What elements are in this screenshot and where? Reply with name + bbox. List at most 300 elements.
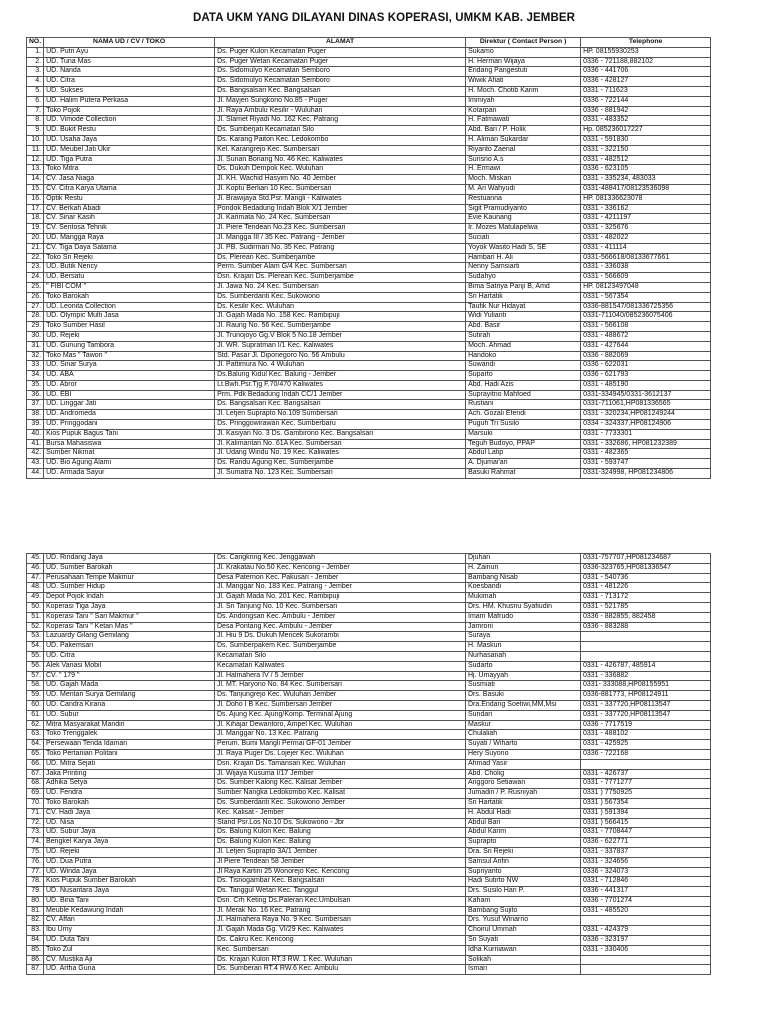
cell-address: Jl. Kalimantan No. 61A Kec. Sumbersari <box>215 439 466 449</box>
cell-director: Anggoro Setiawan <box>466 779 581 789</box>
cell-director: Mukimah <box>466 593 581 603</box>
cell-no: 34. <box>27 371 44 381</box>
cell-telephone: 0331 - 591830 <box>581 135 711 145</box>
cell-director: Suprapto <box>466 838 581 848</box>
cell-address: Ds. Randu Agung Kec. Sumberjambe <box>215 459 466 469</box>
cell-address: Jl. Sri Tanjung No. 10 Kec. Sumbersari <box>215 602 466 612</box>
table-row <box>27 661 711 671</box>
cell-telephone <box>581 642 711 652</box>
cell-address: Jl. Mayjen Sungkono No.85 - Puger <box>215 96 466 106</box>
cell-telephone: HP. 081336623078 <box>581 194 711 204</box>
table-row <box>27 361 711 371</box>
cell-no: 1. <box>27 47 44 57</box>
cell-name: UD. Leonita Collection <box>44 302 215 312</box>
cell-telephone: 0331 - 488672 <box>581 331 711 341</box>
cell-name: UD. Pringgodani <box>44 420 215 430</box>
cell-director: Drs. Susilo Hari P. <box>466 887 581 897</box>
cell-no: 12. <box>27 155 44 165</box>
cell-no: 37. <box>27 400 44 410</box>
cell-address: Jl. Sumatra No. 123 Kec. Sumbersari <box>215 469 466 479</box>
cell-name: UD. Bersatu <box>44 273 215 283</box>
cell-director: Hadi Sutirto NW <box>466 877 581 887</box>
cell-telephone <box>581 651 711 661</box>
cell-telephone: HP. 08123497048 <box>581 282 711 292</box>
cell-telephone <box>581 916 711 926</box>
cell-telephone: 0331 - 482512 <box>581 155 711 165</box>
cell-name: Toko Zul <box>44 945 215 955</box>
column-header-name: NAMA UD / CV / TOKO <box>44 38 215 48</box>
cell-no: 22. <box>27 253 44 263</box>
cell-address: Ds. Pringgowirawan Kec. Sumberbaru <box>215 420 466 430</box>
table-row <box>27 184 711 194</box>
cell-name: UD. Andromeda <box>44 410 215 420</box>
cell-address: Jl. Letjen Suprapto 3A/1 Jember <box>215 847 466 857</box>
cell-address: Jl. Udang Windu No. 19 Kec. Kaliwates <box>215 449 466 459</box>
cell-director: Marsuki <box>466 429 581 439</box>
column-header-telephone: Telephone <box>581 38 711 48</box>
cell-address: Dsn. Krajan Ds. Tamansari Kec. Wuluhan <box>215 759 466 769</box>
cell-telephone: 0331-757707,HP081234687 <box>581 554 711 564</box>
cell-name: Optik Restu <box>44 194 215 204</box>
table-row <box>27 945 711 955</box>
cell-telephone: 0336 - 428127 <box>581 77 711 87</box>
cell-name: UD. Artha Guna <box>44 965 215 975</box>
cell-director: Dra. Sri Rejeki <box>466 847 581 857</box>
cell-no: 43. <box>27 459 44 469</box>
cell-name: Toko Pertanian Politani <box>44 749 215 759</box>
column-header-no: NO. <box>27 38 44 48</box>
cell-telephone: 0331-324998, HP081234806 <box>581 469 711 479</box>
cell-address: Ds. Sumber Kalong Kec. Kalisat Jember <box>215 779 466 789</box>
cell-director: Widi Yulianti <box>466 312 581 322</box>
table-row <box>27 720 711 730</box>
cell-no: 52. <box>27 622 44 632</box>
cell-address: Jl. Koptu Berlian 10 Kec. Sumbersari <box>215 184 466 194</box>
cell-no: 30. <box>27 331 44 341</box>
cell-director: Riyanto Zaenal <box>466 145 581 155</box>
cell-address: Ds. Ajung Kec. Ajung/Komp. Terminal Ajung <box>215 710 466 720</box>
cell-director: Choirul Ummah <box>466 926 581 936</box>
cell-telephone: 0331 - 411114 <box>581 243 711 253</box>
cell-name: UD. Usaha Jaya <box>44 135 215 145</box>
cell-no: 75. <box>27 847 44 857</box>
cell-no: 53. <box>27 632 44 642</box>
cell-no: 77. <box>27 867 44 877</box>
cell-address: Pondok Bedadung Indah Blok X/1 Jember <box>215 204 466 214</box>
cell-director: Suyati / Wiharto <box>466 740 581 750</box>
cell-address: Ds. Puger Kulon Kecamatan Puger <box>215 47 466 57</box>
cell-director: Sundari <box>466 710 581 720</box>
cell-director: Evie Kaunang <box>466 214 581 224</box>
cell-name: UD. Butik Nency <box>44 263 215 273</box>
table-row <box>27 602 711 612</box>
cell-name: UD. Nisa <box>44 818 215 828</box>
cell-telephone: 0331 - 7733301 <box>581 429 711 439</box>
table-row <box>27 312 711 322</box>
cell-no: 15. <box>27 184 44 194</box>
cell-no: 59. <box>27 691 44 701</box>
table-row <box>27 410 711 420</box>
cell-director: Djuhari <box>466 554 581 564</box>
table-row <box>27 554 711 564</box>
cell-name: UD. Olympic Multi Jasa <box>44 312 215 322</box>
cell-address: Jl. Slamet Riyadi No. 162 Kec. Patrang <box>215 116 466 126</box>
table-row <box>27 282 711 292</box>
cell-name: Koperasi Tani " Sari Makmur " <box>44 612 215 622</box>
column-header-director: Direktur ( Contact Person ) <box>466 38 581 48</box>
cell-name: Toko Sumber Hasil <box>44 322 215 332</box>
cell-telephone <box>581 955 711 965</box>
cell-address: Jl. Kasiyan No. 3 Ds. Gambirono Kec. Bangsalsari <box>215 429 466 439</box>
cell-address: Ds. Kesilir Kec. Wuluhan <box>215 302 466 312</box>
cell-director: Samsul Arifin <box>466 857 581 867</box>
cell-address: Prm. Pdk Bedadung Indah CC/1 Jember <box>215 390 466 400</box>
cell-no: 11. <box>27 145 44 155</box>
cell-no: 63. <box>27 730 44 740</box>
cell-telephone: 0336 - 441317 <box>581 887 711 897</box>
cell-director: Basuki Rahmat <box>466 469 581 479</box>
cell-director: H. Maskuri <box>466 642 581 652</box>
cell-name: UD. Subur Jaya <box>44 828 215 838</box>
cell-name: CV. Citra Karya Utama <box>44 184 215 194</box>
table-row <box>27 818 711 828</box>
cell-telephone: 0331 - 425925 <box>581 740 711 750</box>
cell-telephone: 0331 - 4211197 <box>581 214 711 224</box>
cell-name: UD. Tuna Mas <box>44 57 215 67</box>
cell-director: Suprayitno Mahfoed <box>466 390 581 400</box>
cell-telephone: 0331 ) 566415 <box>581 818 711 828</box>
cell-telephone: 0331 - 336038 <box>581 263 711 273</box>
cell-name: UD. Tiga Putra <box>44 155 215 165</box>
table-row <box>27 292 711 302</box>
cell-telephone: 0336 - 7701274 <box>581 896 711 906</box>
cell-no: 71. <box>27 808 44 818</box>
cell-telephone: 0331 - 540736 <box>581 573 711 583</box>
cell-director: Sutirah <box>466 331 581 341</box>
cell-telephone: 0336-881547/081336725356 <box>581 302 711 312</box>
cell-telephone: 0331 - 481226 <box>581 583 711 593</box>
table-row <box>27 808 711 818</box>
cell-telephone: 0331 - 426787, 485914 <box>581 661 711 671</box>
cell-telephone: 0331 - 337720,HP08113547 <box>581 700 711 710</box>
cell-address: Jl. Trunojoyo Gg.V Blok 5 No.18 Jember <box>215 331 466 341</box>
cell-address: Jl. Krakatau No.50 Kec. Kencong - Jember <box>215 563 466 573</box>
cell-director: Sri Hartatik <box>466 798 581 808</box>
cell-address: Ds. Plerean Kec. Sumberjambe <box>215 253 466 263</box>
cell-telephone: 0331 - 337720,HP08113547 <box>581 710 711 720</box>
cell-name: UD. Dua Putra <box>44 857 215 867</box>
cell-director: Suparto <box>466 371 581 381</box>
cell-director: Handoko <box>466 351 581 361</box>
cell-telephone: 0331 - 566609 <box>581 273 711 283</box>
cell-name: CV. Tiga Daya Satama <box>44 243 215 253</box>
cell-director: H. Aliman Sukardar <box>466 135 581 145</box>
cell-director: Sri Hartatik <box>466 292 581 302</box>
cell-telephone: 0331 - 320234,HP081249244 <box>581 410 711 420</box>
cell-name: UD. Nusantara Jaya <box>44 887 215 897</box>
table-row <box>27 263 711 273</box>
cell-telephone: Hp. 085236017227 <box>581 126 711 136</box>
cell-director: Abdul Latip <box>466 449 581 459</box>
cell-telephone: 0331 - 332686, HP081232389 <box>581 439 711 449</box>
cell-telephone: 0331 - 330406 <box>581 945 711 955</box>
cell-address: Jl Piere Tendean 58 Jember <box>215 857 466 867</box>
cell-no: 9. <box>27 126 44 136</box>
table-row <box>27 400 711 410</box>
cell-no: 76. <box>27 857 44 867</box>
cell-telephone: 0331 - 593747 <box>581 459 711 469</box>
cell-name: CV. Jasa Niaga <box>44 175 215 185</box>
cell-address: Lt.Bwh.Psr.Tjg F.70/470 Kaliwates <box>215 380 466 390</box>
cell-no: 33. <box>27 361 44 371</box>
cell-no: 82. <box>27 916 44 926</box>
cell-director: Teguh Budoyo, PPAP <box>466 439 581 449</box>
cell-name: UD. Halim Putera Perkasa <box>44 96 215 106</box>
cell-address: Ds. Tisnogambar Kec. Bangsalsari <box>215 877 466 887</box>
cell-telephone: 0336 - 883288 <box>581 622 711 632</box>
cell-director: Sudahyo <box>466 273 581 283</box>
table-row <box>27 651 711 661</box>
cell-address: Kel. Karangrejo Kec. Sumbersari <box>215 145 466 155</box>
cell-address: Perum. Bumi Mangli Permai GF-01 Jember <box>215 740 466 750</box>
cell-telephone: 0331-711040/085236075406 <box>581 312 711 322</box>
table-row <box>27 57 711 67</box>
cell-telephone: 0331-488417/08123536098 <box>581 184 711 194</box>
cell-telephone: 0331 - 711623 <box>581 86 711 96</box>
cell-no: 49. <box>27 593 44 603</box>
table-row <box>27 769 711 779</box>
cell-address: Jl. Hiu 9 Ds. Dukuh Mencek Sukorambi <box>215 632 466 642</box>
cell-name: UD. Sukses <box>44 86 215 96</box>
cell-no: 42. <box>27 449 44 459</box>
cell-no: 10. <box>27 135 44 145</box>
cell-director: Sri Suyati <box>466 936 581 946</box>
cell-name: Ibu Umy <box>44 926 215 936</box>
table-row <box>27 936 711 946</box>
cell-name: UD. ABA <box>44 371 215 381</box>
cell-name: " FIBI COM " <box>44 282 215 292</box>
cell-name: Mitra Masyarakat Mandiri <box>44 720 215 730</box>
cell-telephone: 0331 - 325676 <box>581 224 711 234</box>
cell-no: 74. <box>27 838 44 848</box>
cell-address: Ds. Balung Kulon Kec. Balung <box>215 828 466 838</box>
cell-director: H. Zainuri <box>466 563 581 573</box>
cell-name: UD. Meubel Jati Ukir <box>44 145 215 155</box>
cell-address: Jl. Pattimura No. 4 Wuluhan <box>215 361 466 371</box>
cell-no: 39. <box>27 420 44 430</box>
cell-no: 79. <box>27 887 44 897</box>
cell-director: Abd. Bari / P. Holik <box>466 126 581 136</box>
cell-address: Ds. Dukuh Dempok Kec. Wuluhan <box>215 165 466 175</box>
cell-no: 81. <box>27 906 44 916</box>
table-row <box>27 838 711 848</box>
cell-telephone: 0336 - 623105 <box>581 165 711 175</box>
cell-director: Sudarto <box>466 661 581 671</box>
cell-telephone: 0331 - 485520 <box>581 906 711 916</box>
cell-no: 8. <box>27 116 44 126</box>
cell-name: UD. Putri Ayu <box>44 47 215 57</box>
cell-name: UD. Bukit Restu <box>44 126 215 136</box>
cell-telephone: 0336 - 324073 <box>581 867 711 877</box>
cell-telephone: 0331 - 482365 <box>581 449 711 459</box>
table-row <box>27 341 711 351</box>
cell-address: Ds. Sidomulyo Kecamatan Semboro <box>215 77 466 87</box>
cell-telephone: 0336 - 7717519 <box>581 720 711 730</box>
cell-address: Ds. Tanggul Wetan Kec. Tanggul <box>215 887 466 897</box>
table-row <box>27 710 711 720</box>
cell-director: Sigit Pramudiyanto <box>466 204 581 214</box>
cell-telephone: 0331 ) 591394 <box>581 808 711 818</box>
cell-no: 62. <box>27 720 44 730</box>
cell-telephone: 0336 - 882855, 882458 <box>581 612 711 622</box>
table-row <box>27 828 711 838</box>
cell-address: Jl. Raya Ambulu Kesilir - Wuluhan <box>215 106 466 116</box>
cell-name: UD. Candra Kirana <box>44 700 215 710</box>
cell-address: Ds. Andongsari Kec. Ambulu - Jember <box>215 612 466 622</box>
cell-name: Meuble Kedawung Indah <box>44 906 215 916</box>
table-row <box>27 135 711 145</box>
cell-director: Supriyanto <box>466 867 581 877</box>
cell-address: Ds. Krajan Kulon RT.3 RW. 1 Kec. Wuluhan <box>215 955 466 965</box>
cell-address: Desa Pontang Kec. Ambulu - Jember <box>215 622 466 632</box>
cell-no: 67. <box>27 769 44 779</box>
cell-telephone: 0331- 333088,HP08155951 <box>581 681 711 691</box>
cell-address: Jl. Letjen Suprapto No.109 Sumbersari <box>215 410 466 420</box>
cell-director: Endang Pangestuti <box>466 67 581 77</box>
cell-director: Ir. Mozes Matulapelwa <box>466 224 581 234</box>
cell-telephone <box>581 759 711 769</box>
cell-director: Sukamo <box>466 47 581 57</box>
cell-address: Sumber Nangka Ledokombo Kec. Kalisat <box>215 789 466 799</box>
cell-telephone: 0331 - 324656 <box>581 857 711 867</box>
cell-telephone: 0336 - 323197 <box>581 936 711 946</box>
cell-name: Koperasi Tiga Jaya <box>44 602 215 612</box>
cell-name: UD. Gajah Mada <box>44 681 215 691</box>
table-row <box>27 233 711 243</box>
cell-no: 13. <box>27 165 44 175</box>
cell-name: CV. Hadi Jaya <box>44 808 215 818</box>
cell-no: 40. <box>27 429 44 439</box>
cell-name: Toko Barokah <box>44 798 215 808</box>
cell-name: UD. Abror <box>44 380 215 390</box>
cell-name: UD. Duta Tani <box>44 936 215 946</box>
cell-director: H. Herman Wijaya <box>466 57 581 67</box>
cell-no: 16. <box>27 194 44 204</box>
cell-name: UD. Winda Jaya <box>44 867 215 877</box>
cell-director: Bambang Nisab <box>466 573 581 583</box>
table-row <box>27 955 711 965</box>
cell-director: Kotarpan <box>466 106 581 116</box>
cell-address: Jl. Mangga III / 35 Kec. Patrang - Jember <box>215 233 466 243</box>
cell-telephone: 0336 - 622771 <box>581 838 711 848</box>
cell-director: H. Moch. Chotib Karim <box>466 86 581 96</box>
cell-name: Kios Pupuk Sumber Barokah <box>44 877 215 887</box>
cell-address: Jl. Wijaya Kusuma I/17 Jember <box>215 769 466 779</box>
table-row <box>27 331 711 341</box>
cell-director: H. Fatmawati <box>466 116 581 126</box>
table-row <box>27 887 711 897</box>
cell-name: UD. Subur <box>44 710 215 720</box>
cell-no: 80. <box>27 896 44 906</box>
table-row <box>27 779 711 789</box>
cell-director: Restuanna <box>466 194 581 204</box>
cell-telephone: 0331 ) 567354 <box>581 798 711 808</box>
cell-no: 55. <box>27 651 44 661</box>
cell-address: Jl Raya Kartini 25 Wonorejo Kec. Kencong <box>215 867 466 877</box>
table-row <box>27 302 711 312</box>
cell-no: 2. <box>27 57 44 67</box>
cell-address: Ds. Balung Kulon Kec. Balung <box>215 838 466 848</box>
table-row <box>27 116 711 126</box>
cell-no: 21. <box>27 243 44 253</box>
cell-address: Ds. Puger Wetan Kecamatan Puger <box>215 57 466 67</box>
cell-director: Maskur <box>466 720 581 730</box>
cell-no: 38. <box>27 410 44 420</box>
cell-address: Jl. Karimata No. 24 Kec. Sumbersari <box>215 214 466 224</box>
cell-telephone: 0331-711061,HP081336565 <box>581 400 711 410</box>
cell-no: 47. <box>27 573 44 583</box>
table-row <box>27 926 711 936</box>
cell-name: UD. Bio Agung Alami <box>44 459 215 469</box>
cell-no: 31. <box>27 341 44 351</box>
table-row <box>27 253 711 263</box>
cell-no: 35. <box>27 380 44 390</box>
cell-no: 61. <box>27 710 44 720</box>
cell-telephone: 0336 - 882069 <box>581 351 711 361</box>
cell-director: Jumadin / P. Rusniyah <box>466 789 581 799</box>
cell-name: Bursa Mahasiswa <box>44 439 215 449</box>
cell-director: Drs. HM. Khusnu Syafiudin <box>466 602 581 612</box>
cell-name: CV. Berkah Abadi <box>44 204 215 214</box>
cell-no: 84. <box>27 936 44 946</box>
cell-telephone: 0331-566618/08133677661 <box>581 253 711 263</box>
cell-no: 58. <box>27 681 44 691</box>
ukm-table-2 <box>26 553 711 975</box>
cell-address: Ds. Bangsalsari Kec. Bangsalsari <box>215 400 466 410</box>
cell-no: 70. <box>27 798 44 808</box>
cell-telephone: 0331 - 7708447 <box>581 828 711 838</box>
table-row <box>27 632 711 642</box>
cell-telephone: 0331 - 713172 <box>581 593 711 603</box>
cell-director: Surisno A.s <box>466 155 581 165</box>
cell-telephone: 0331 - 426737 <box>581 769 711 779</box>
table-row <box>27 145 711 155</box>
cell-no: 73. <box>27 828 44 838</box>
table-row <box>27 322 711 332</box>
cell-no: 14. <box>27 175 44 185</box>
cell-director: Drs. Yusuf Winarno <box>466 916 581 926</box>
cell-address: Stand Psr.Los No.10 Ds. Sukowono - Jbr <box>215 818 466 828</box>
cell-name: UD. Sumber Barokah <box>44 563 215 573</box>
cell-telephone: 0336 - 722168 <box>581 749 711 759</box>
cell-no: 26. <box>27 292 44 302</box>
table-row <box>27 429 711 439</box>
cell-director: Bima Satriya Panji B, Amd <box>466 282 581 292</box>
table-row <box>27 700 711 710</box>
cell-no: 57. <box>27 671 44 681</box>
table-header-row <box>27 38 711 48</box>
cell-director: Puguh Tri Susilo <box>466 420 581 430</box>
table-row <box>27 681 711 691</box>
cell-no: 36. <box>27 390 44 400</box>
cell-telephone <box>581 965 711 975</box>
cell-director: M. Ari Wahyudi <box>466 184 581 194</box>
cell-director: Ahmad Yasir <box>466 759 581 769</box>
cell-director: Wiwik Afiati <box>466 77 581 87</box>
cell-name: UD. Rindang Jaya <box>44 554 215 564</box>
cell-no: 23. <box>27 263 44 273</box>
cell-name: UD. Linggar Jati <box>44 400 215 410</box>
